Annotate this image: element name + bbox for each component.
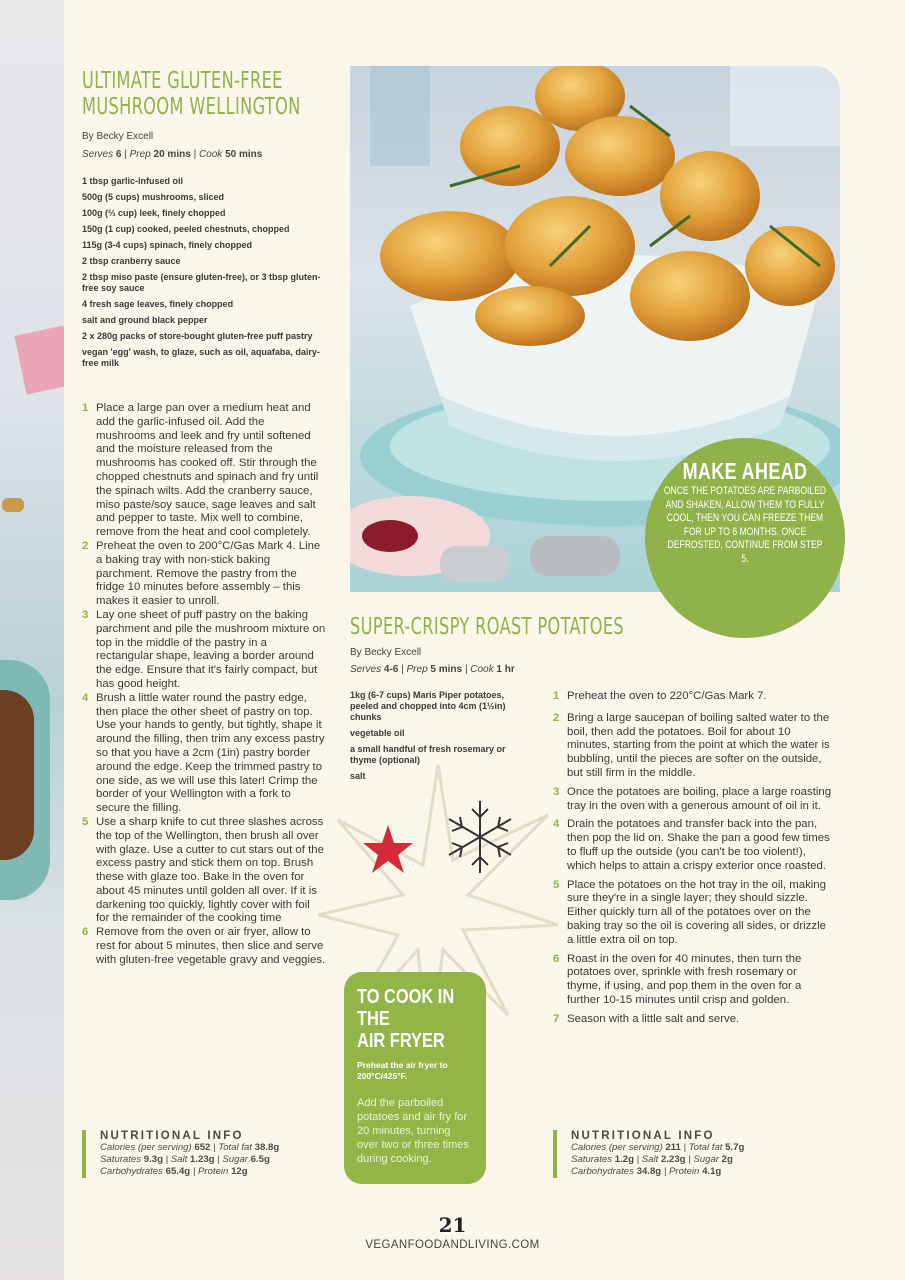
nutrition-line-3: Carbohydrates 65.4g | Protein 12g xyxy=(100,1166,248,1177)
ingredient-item: 1kg (6-7 cups) Maris Piper potatoes, peeled and chopped into 4cm (1½in) chunks xyxy=(350,690,506,722)
method-step xyxy=(82,540,326,609)
step-number: 7 xyxy=(553,1012,560,1025)
method-step xyxy=(553,712,833,781)
method-step xyxy=(82,926,326,967)
step-text: Place a large pan over a medium heat and add the garlic-infused oil. Add the mushrooms and leek and fry until softened and the moisture released from the mushrooms has cooked off. Stir through the chopped chestnuts and spinach and fry until the spinach wilts. Add the cranberry sauce, miso paste/soy sauce, sage leaves and salt and pepper to taste. Mix well to combine, remove from the heat and cool completely. xyxy=(96,402,319,539)
salt-value: 2.23g xyxy=(661,1154,686,1165)
step-text: Preheat the oven to 220°C/Gas Mark 7. xyxy=(567,690,767,702)
protein-label: Protein xyxy=(668,1166,700,1177)
nutrition-title: NUTRITIONAL INFO xyxy=(100,1130,244,1142)
calories-value: 211 xyxy=(665,1142,681,1153)
method-step xyxy=(82,402,326,540)
step-number: 5 xyxy=(553,878,560,891)
wellington-nutrition xyxy=(82,1130,332,1178)
nutrition-line-1: Calories (per serving) 211 | Total fat 5.7g xyxy=(571,1142,745,1153)
saturates-label: Saturates xyxy=(571,1154,613,1165)
wellington-title-line-2: MUSHROOM WELLINGTON xyxy=(82,94,301,120)
ingredient-item: vegetable oil xyxy=(350,728,405,738)
saturates-value: 1.2g xyxy=(614,1154,634,1165)
ingredient-item: 1 tbsp garlic-infused oil xyxy=(82,176,184,186)
step-number: 4 xyxy=(553,818,560,831)
sugar-label: Sugar xyxy=(222,1154,248,1165)
ingredient-item: salt xyxy=(350,771,366,781)
prep-label: Prep xyxy=(406,664,428,675)
saturates-label: Saturates xyxy=(100,1154,142,1165)
ingredient-item: 2 x 280g packs of store-bought gluten-free puff pastry xyxy=(82,331,313,341)
method-step xyxy=(553,1013,833,1027)
ingredient-item: 500g (5 cups) mushrooms, sliced xyxy=(82,192,225,202)
nutrition-line-1: Calories (per serving) 652 | Total fat 38.8g xyxy=(100,1142,280,1153)
step-text: Place the potatoes on the hot tray in the oil, making sure they're in a single layer; they should sizzle. Either quickly turn all of the potatoes over on the baking tray so the oil is covering all sides, or drizzle a little extra oil on top. xyxy=(567,878,826,946)
step-number: 2 xyxy=(82,539,89,552)
step-number: 3 xyxy=(82,608,89,621)
wellington-steps xyxy=(82,402,326,968)
step-text: Use a sharp knife to cut three slashes across the top of the Wellington, then brush all over with glaze. Use a cutter to cut stars out of the excess pastry and stick them on top. Brush these with glaze too. Bake in the oven for about 45 minutes until golden all over. If it is darkening too quickly, lightly cover with foil for the remainder of the cooking time xyxy=(96,815,324,925)
crumb-shape xyxy=(2,498,24,512)
step-text: Bring a large saucepan of boiling salted water to the boil, then add the potatoes. Boil for about 10 minutes, starting from the point at which the water is bubbling, until the pieces are softer on the outside, but still firm in the middle. xyxy=(567,711,830,779)
step-text: Remove from the oven or air fryer, allow to rest for about 5 minutes, then slice and serve with gluten-free vegetable gravy and veggies. xyxy=(96,926,326,966)
carbs-label: Carbohydrates xyxy=(571,1166,634,1177)
method-step xyxy=(553,953,833,1008)
carbs-label: Carbohydrates xyxy=(100,1166,163,1177)
site-url: VEGANFOODANDLIVING.COM xyxy=(365,1239,540,1251)
method-step xyxy=(82,609,326,692)
step-text: Lay one sheet of puff pastry on the baking parchment and pile the mushroom mixture on top in the middle of the pastry in a rectangular shape, leaving a border around the edge. Ensure that it's fairly compact, but has good height. xyxy=(96,608,326,690)
cook-label: Cook xyxy=(198,149,223,160)
nutrition-title: NUTRITIONAL INFO xyxy=(571,1130,715,1142)
sugar-value: 2g xyxy=(721,1154,733,1165)
potatoes-title: SUPER-CRISPY ROAST POTATOES xyxy=(350,614,625,640)
protein-value: 12g xyxy=(231,1166,248,1177)
method-step xyxy=(553,786,833,814)
potatoes-nutrition xyxy=(553,1130,813,1178)
wellington-byline: By Becky Excell xyxy=(82,131,154,142)
nutrition-line-3: Carbohydrates 34.8g | Protein 4.1g xyxy=(571,1166,722,1177)
step-text: Season with a little salt and serve. xyxy=(567,1012,740,1025)
prep-value: 20 mins xyxy=(153,149,191,160)
salt-label: Salt xyxy=(641,1154,659,1165)
method-step xyxy=(553,690,833,704)
potatoes-steps xyxy=(553,690,833,1027)
step-number: 4 xyxy=(82,691,89,704)
fat-label: Total fat xyxy=(688,1142,723,1153)
step-text: Preheat the oven to 200°C/Gas Mark 4. Line a baking tray with non-stick baking parchment. Remove the pastry from the fridge 10 minutes before assembly – this makes it easier to unroll. xyxy=(96,539,321,608)
red-star-icon xyxy=(363,825,413,873)
potatoes-meta: Serves 4-6 | Prep 5 mins | Cook 1 hr xyxy=(350,664,515,675)
ingredient-item: 2 tbsp miso paste (ensure gluten-free), or 3 tbsp gluten-free soy sauce xyxy=(82,272,321,293)
wellington-ingredients xyxy=(82,176,326,374)
step-number: 1 xyxy=(82,402,89,414)
air-fryer-title-line-2: AIR FRYER xyxy=(357,1030,445,1052)
fat-value: 38.8g xyxy=(254,1142,280,1153)
left-photo-strip xyxy=(0,0,64,1280)
wellington-title xyxy=(82,68,301,120)
protein-value: 4.1g xyxy=(702,1166,722,1177)
fat-value: 5.7g xyxy=(725,1142,745,1153)
ingredient-item: 115g (3-4 cups) spinach, finely chopped xyxy=(82,240,253,250)
ingredient-item: vegan 'egg' wash, to glaze, such as oil, aquafaba, dairy-free milk xyxy=(82,347,320,368)
ingredient-item: 2 tbsp cranberry sauce xyxy=(82,256,181,266)
step-number: 6 xyxy=(82,926,89,939)
air-fryer-preheat: Preheat the air fryer to 200°C/425°F. xyxy=(357,1060,448,1081)
method-step xyxy=(82,816,326,926)
calories-label: Calories (per serving) xyxy=(571,1142,663,1153)
fat-label: Total fat xyxy=(218,1142,252,1153)
method-step xyxy=(553,818,833,873)
step-number: 1 xyxy=(553,690,560,702)
step-text: Roast in the oven for 40 minutes, then turn the potatoes over, sprinkle with fresh rosemary or thyme, if using, and pop them in the oven for a further 10-15 minutes until crisp and golden. xyxy=(567,952,802,1006)
step-number: 6 xyxy=(553,952,560,965)
serves-label: Serves xyxy=(350,664,382,675)
ingredient-item: a small handful of fresh rosemary or thyme (optional) xyxy=(350,744,506,765)
nutrition-line-2: Saturates 1.2g | Salt 2.23g | Sugar 2g xyxy=(571,1154,733,1165)
pink-napkin-shape xyxy=(14,325,64,394)
gravy-shape xyxy=(0,690,34,860)
air-fryer-title-line-1: TO COOK IN THE xyxy=(357,986,455,1030)
air-fryer-title xyxy=(357,986,480,1052)
page-number: 21 xyxy=(438,1213,467,1237)
saturates-value: 9.3g xyxy=(143,1154,163,1165)
step-number: 2 xyxy=(553,711,560,724)
calories-label: Calories (per serving) xyxy=(100,1142,192,1153)
prep-value: 5 mins xyxy=(430,664,463,675)
make-ahead-body: ONCE THE POTATOES ARE PARBOILED AND SHAKEN, ALLOW THEM TO FULLY COOL, THEN YOU CAN FREEZE THEM FOR UP TO 6 MONTHS. ONCE DEFROSTED, CONTINUE FROM STEP 5. xyxy=(663,485,827,565)
serves-value: 6 xyxy=(115,149,122,160)
sugar-label: Sugar xyxy=(693,1154,719,1165)
method-step xyxy=(553,879,833,948)
wellington-title-line-1: ULTIMATE GLUTEN-FREE xyxy=(82,68,283,94)
sugar-value: 6.5g xyxy=(250,1154,270,1165)
nutrition-line-2: Saturates 9.3g | Salt 1.23g | Sugar 6.5g xyxy=(100,1154,270,1165)
step-text: Brush a little water round the pastry edge, then place the other sheet of pastry on top. Use your hands to gently, but tightly, shape it around the filling, then trim any excess pastry so that you have a 2cm (1in) pastry border around the edge. Keep the trimmed pastry to one side, as we will use this later! Crimp the border of your Wellington with a fork to secure the filling. xyxy=(96,691,325,815)
carbs-value: 34.8g xyxy=(636,1166,662,1177)
ingredient-item: 150g (1 cup) cooked, peeled chestnuts, chopped xyxy=(82,224,290,234)
step-number: 3 xyxy=(553,785,560,798)
serves-value: 4-6 xyxy=(383,664,399,675)
protein-label: Protein xyxy=(197,1166,229,1177)
make-ahead-title: MAKE AHEAD xyxy=(682,458,808,484)
cook-value: 1 hr xyxy=(496,664,515,675)
air-fryer-box xyxy=(344,972,486,1184)
ingredient-item: 100g (⅔ cup) leek, finely chopped xyxy=(82,208,226,218)
ingredient-item: salt and ground black pepper xyxy=(82,315,208,325)
step-text: Once the potatoes are boiling, place a large roasting tray in the oven with a generous amount of oil in it. xyxy=(567,785,832,812)
potatoes-byline: By Becky Excell xyxy=(350,647,422,658)
wellington-meta: Serves 6 | Prep 20 mins | Cook 50 mins xyxy=(82,149,263,160)
salt-label: Salt xyxy=(170,1154,188,1165)
step-number: 5 xyxy=(82,815,89,828)
carbs-value: 65.4g xyxy=(165,1166,191,1177)
prep-label: Prep xyxy=(129,149,151,160)
make-ahead-badge xyxy=(645,438,845,638)
method-step xyxy=(82,692,326,816)
salt-value: 1.23g xyxy=(190,1154,215,1165)
step-text: Drain the potatoes and transfer back into the pan, then pop the lid on. Shake the pan a good few times to fluff up the outside (you can't be too violent!), which helps to attain a crispy exterior once roasted. xyxy=(567,818,830,872)
serves-label: Serves xyxy=(82,149,114,160)
cook-value: 50 mins xyxy=(225,149,263,160)
calories-value: 652 xyxy=(194,1142,211,1153)
air-fryer-body: Add the parboiled potatoes and air fry for 20 minutes, turning over two or three times during cooking. xyxy=(357,1097,469,1165)
ingredient-item: 4 fresh sage leaves, finely chopped xyxy=(82,299,234,309)
cook-label: Cook xyxy=(470,664,494,675)
